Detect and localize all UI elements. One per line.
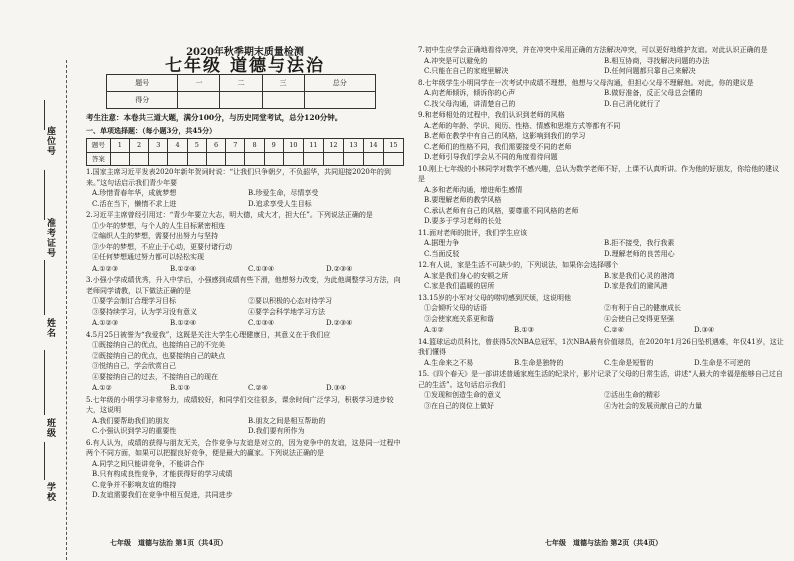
answer-grid-number-cell: 6 xyxy=(206,139,225,153)
answer-grid-answer-cell[interactable] xyxy=(383,152,403,166)
answer-grid-number-cell: 题号 xyxy=(87,139,111,153)
answer-grid-number-cell: 9 xyxy=(264,139,283,153)
question-options xyxy=(86,318,404,329)
question-option[interactable]: C.竞争并不影响友谊的维持 xyxy=(92,480,177,489)
question-option[interactable]: D.任何问题都只靠自己来解决 xyxy=(604,67,696,75)
answer-grid-answer-cell[interactable] xyxy=(343,152,363,166)
answer-grid-answer-cell[interactable] xyxy=(129,152,148,166)
question-options xyxy=(86,188,404,209)
answer-grid-number-cell: 11 xyxy=(303,139,323,153)
question-item xyxy=(418,369,784,411)
question-option[interactable]: C.只能在自己的家庭里解决 xyxy=(424,67,509,75)
question-options xyxy=(418,358,784,369)
question-options xyxy=(86,264,404,275)
question-options xyxy=(418,325,784,336)
question-stem: 4.5月25日被誉为“我爱我”，这既是关注大学生心理健康日，其意义在于我们应 xyxy=(86,330,331,339)
score-table-header-row xyxy=(107,75,376,92)
question-stem: 13.15岁的小军对父母的唠叨感到厌烦，这说明他 xyxy=(418,293,572,302)
subject-title: 七年级 道德与法治 xyxy=(165,55,325,76)
answer-grid-number-cell: 8 xyxy=(245,139,264,153)
school-fill-line[interactable] xyxy=(44,442,45,480)
question-item xyxy=(86,438,404,501)
question-option[interactable]: ①少年的梦想，与个人的人生目标紧密相连 xyxy=(92,221,225,230)
question-option[interactable]: D.家是我们的避风港 xyxy=(604,282,668,290)
question-option[interactable]: A.冲突是可以避免的 xyxy=(424,56,488,65)
question-option[interactable]: C.①③④ xyxy=(248,264,275,273)
question-option[interactable]: ①要学会制订合理学习目标 xyxy=(92,297,176,305)
answer-grid-number-row xyxy=(87,139,404,153)
exam-notice: 考生注意：本卷共三道大题，满分100分，与历史同堂考试，总分120分钟。 xyxy=(86,113,343,122)
score-table xyxy=(106,74,376,109)
answer-grid-number-cell: 10 xyxy=(283,139,303,153)
question-options xyxy=(418,238,784,259)
question-item xyxy=(418,164,784,227)
answer-grid-answer-cell[interactable] xyxy=(226,152,245,166)
question-option[interactable]: C.②④ xyxy=(248,384,268,392)
answer-grid-answer-cell[interactable] xyxy=(168,152,187,166)
score-cell: 总分 xyxy=(304,75,375,92)
question-option[interactable]: D.③④ xyxy=(326,384,347,392)
seat-label: 座位号 xyxy=(45,126,55,156)
answer-grid-answer-cell[interactable] xyxy=(187,152,206,166)
question-option[interactable]: B.要理解老师的教学风格 xyxy=(424,196,502,204)
answer-grid-number-cell: 5 xyxy=(187,139,206,153)
section-1-heading: 一、单项选择题：（每小题3分，共45分） xyxy=(86,125,217,135)
question-item xyxy=(418,45,784,77)
question-options xyxy=(86,340,404,382)
question-item xyxy=(86,395,404,437)
question-option[interactable]: ②编织人生的梦想，需要付出努力与坚持 xyxy=(92,232,218,240)
question-option[interactable]: ①会倾听父母的话语 xyxy=(424,304,487,312)
question-stem: 7.初中生应学会正确地看待冲突，并在冲突中采用正确的方法解决冲突，可以更好地维护友谊。对此认识正确的是 xyxy=(418,46,768,54)
question-option[interactable]: C.活在当下，懒惰不求上进 xyxy=(92,199,177,208)
question-option[interactable]: B.珍爱生命，尽情享受 xyxy=(248,189,319,197)
question-option[interactable]: D.我们要有所作为 xyxy=(248,427,305,435)
question-option[interactable]: A.①② xyxy=(92,384,112,392)
score-cell: 一 xyxy=(178,75,220,92)
right-column xyxy=(418,44,784,411)
question-item xyxy=(418,110,784,163)
question-item xyxy=(86,264,404,275)
question-item xyxy=(86,275,404,317)
name-fill-line[interactable] xyxy=(44,260,45,315)
question-option[interactable]: A.①②③ xyxy=(92,319,119,327)
question-option[interactable]: B.生命是独特的 xyxy=(514,358,564,367)
answer-grid-number-cell: 1 xyxy=(110,139,129,153)
question-option[interactable]: B.做好准备，反正父母总会懂的 xyxy=(604,89,703,97)
answer-grid-number-cell: 7 xyxy=(226,139,245,153)
question-option[interactable]: ③少年的梦想，不应止于心动，更要付诸行动 xyxy=(92,242,232,251)
left-column xyxy=(86,48,404,501)
question-option[interactable]: ③在自己的岗位上做好 xyxy=(424,401,494,410)
answer-grid-answer-cell[interactable] xyxy=(264,152,283,166)
answer-grid-answer-cell[interactable] xyxy=(363,152,383,166)
question-option[interactable]: B.①②④ xyxy=(170,319,197,327)
question-option[interactable]: ①既接纳自己的优点，也接纳自己的不完美 xyxy=(92,341,225,349)
question-option[interactable]: C.找父母沟通，讲清楚自己的 xyxy=(424,99,516,108)
question-option[interactable]: ④会使自己变得更坚强 xyxy=(604,314,674,323)
school-label: 学校 xyxy=(45,482,55,502)
question-stem: 1.国家主席习近平发表2020年新年贺词时说：“让我们只争朝夕，不负韶华，共同迎接2020年的到来。”这句话启示我们青少年要 xyxy=(86,168,391,187)
question-option[interactable]: B.①③ xyxy=(514,326,534,334)
question-option[interactable]: ②活出生命的精彩 xyxy=(604,391,660,399)
question-options xyxy=(86,221,404,263)
score-cell: 三 xyxy=(262,75,304,92)
question-item xyxy=(418,78,784,110)
footer-page-1: 七年级 道德与法治 第1页（共4页） xyxy=(110,538,228,547)
answer-grid-answer-cell[interactable] xyxy=(245,152,264,166)
question-option[interactable]: B.相互协商，寻找解决问题的办法 xyxy=(604,56,710,65)
answer-grid xyxy=(86,138,404,166)
question-stem: 9.和老师相处的过程中，我们认识到老师的风格 xyxy=(418,111,565,119)
question-options xyxy=(418,390,784,411)
answer-grid-answer-cell[interactable] xyxy=(323,152,343,166)
question-option[interactable]: ④要学会科学地学习方法 xyxy=(248,307,325,316)
question-item xyxy=(418,260,784,292)
score-input-cell[interactable] xyxy=(178,92,220,109)
question-options xyxy=(86,383,404,394)
question-item xyxy=(86,383,404,394)
question-options xyxy=(418,121,784,163)
question-options xyxy=(418,303,784,324)
question-option[interactable]: A.老师的年龄、学识、阅历、性格、情感和思维方式等都有不同 xyxy=(424,121,621,130)
answer-grid-answer-cell[interactable] xyxy=(283,152,303,166)
binding-dashed-line xyxy=(66,60,67,560)
question-options xyxy=(418,56,784,77)
answer-grid-number-cell: 12 xyxy=(323,139,343,153)
question-stem: 2.习近平主席曾经引用过：“青少年要立大志，明大德，成大才，担大任”。下列说法正确的是 xyxy=(86,211,373,219)
question-item xyxy=(86,330,404,383)
question-stem: 14.篮球运动员科比，曾获得5次NBA总冠军，1次NBA最有价值球员，在2020年1月26日坠机遇难，年仅41岁，这让我们懂得 xyxy=(418,337,784,356)
right-question-list xyxy=(418,45,784,411)
answer-grid-answer-cell[interactable] xyxy=(149,152,168,166)
question-options xyxy=(86,296,404,317)
score-input-cell[interactable] xyxy=(262,92,304,109)
question-stem: 6.有人认为，成绩的获得与朋友无关，合作竞争与友谊是对立的，因为竞争中的友谊，这是同一过程中两个不同方面，如果可以把握良好竞争，便是最大的赢家。下列说法正确的是 xyxy=(86,438,401,457)
question-option[interactable]: D.自己消化就行了 xyxy=(604,99,661,108)
answer-grid-answer-row xyxy=(87,152,404,166)
question-option[interactable]: C.②④ xyxy=(604,326,624,334)
question-stem: 12.有人说，家是生活不可缺少的，下列说法，如果你会选择哪个 xyxy=(418,261,619,269)
question-option[interactable]: D.②③④ xyxy=(326,264,353,273)
question-option[interactable]: ③要持续学习，认为学习没有意义 xyxy=(92,307,197,316)
question-option[interactable]: C.家是我们温暖的居所 xyxy=(424,282,495,290)
score-cell: 题号 xyxy=(107,75,178,92)
answer-grid-number-cell: 4 xyxy=(168,139,187,153)
question-options xyxy=(86,459,404,501)
question-option[interactable]: A.向老师倾诉，倾诉你的心声 xyxy=(424,89,516,97)
question-option[interactable]: A.珍惜青春年华，成就梦想 xyxy=(92,189,177,197)
answer-grid-answer-cell[interactable] xyxy=(110,152,129,166)
class-label: 班级 xyxy=(45,418,55,438)
question-options xyxy=(418,88,784,109)
question-option[interactable]: ①发现和创造生命的意义 xyxy=(424,391,501,399)
question-option[interactable]: C.承认老师有自己的风格，要尊重不同风格的老师 xyxy=(424,206,579,215)
binding-margin xyxy=(0,30,78,530)
answer-grid-number-cell: 13 xyxy=(343,139,363,153)
name-label: 姓名 xyxy=(45,318,55,338)
question-item xyxy=(86,210,404,263)
question-option[interactable]: A.多和老师沟通，增进师生感情 xyxy=(424,185,523,194)
score-input-cell[interactable] xyxy=(220,92,262,109)
question-option[interactable]: A.生命来之不易 xyxy=(424,358,474,367)
question-option[interactable]: ④要接纳自己的过去，不接纳自己的现在 xyxy=(92,372,218,381)
exam-no-label: 准考证号 xyxy=(45,218,55,258)
question-option[interactable]: B.①②④ xyxy=(170,264,197,273)
question-option[interactable]: B.家是我们心灵的港湾 xyxy=(604,271,675,280)
question-option[interactable]: B.拒不接受，我行我素 xyxy=(604,239,675,247)
question-item xyxy=(86,318,404,329)
question-option[interactable]: A.同学之间只能讲竞争，不能讲合作 xyxy=(92,459,205,468)
question-option[interactable]: D.友谊需要我们在竞争中相互促进，共同进步 xyxy=(92,491,233,499)
answer-grid-answer-cell[interactable] xyxy=(303,152,323,166)
question-option[interactable]: ④任何梦想通过努力都可以轻松实现 xyxy=(92,253,204,261)
question-option[interactable]: B.只有构成良性竞争，才能获得好的学习成绩 xyxy=(92,470,233,478)
question-option[interactable]: D.生命是不可逆的 xyxy=(694,358,751,367)
question-item xyxy=(418,325,784,336)
question-item xyxy=(86,167,404,209)
question-stem: 8.七年级学生小明同学在一次考试中成绩不理想，他想与父母沟通，但担心父母不理解他。对此，你的建议是 xyxy=(418,78,754,87)
question-options xyxy=(418,271,784,292)
question-option[interactable]: ④为社会的发展贡献自己的力量 xyxy=(604,401,702,410)
question-option[interactable]: A.我们要帮助我们的朋友 xyxy=(92,416,170,425)
question-option[interactable]: D.理解老师的良苦用心 xyxy=(604,249,675,258)
question-stem: 10.刚上七年级的小林同学对数学不感兴趣，总认为数学老师不好，上课不认真听讲。作为他的好朋友，你给他的建议是 xyxy=(418,164,780,183)
question-option[interactable]: D.③④ xyxy=(694,326,715,334)
question-option[interactable]: D.要多于学习老师的长处 xyxy=(424,217,502,225)
score-cell: 得分 xyxy=(107,92,178,109)
question-option[interactable]: C.老师们的性格不同，我们需要接受不同的老师 xyxy=(424,142,572,151)
score-table-score-row xyxy=(107,92,376,109)
question-option[interactable]: B.老师在教学中有自己的风格，这影响到我们的学习 xyxy=(424,132,586,140)
question-options xyxy=(86,416,404,437)
question-option[interactable]: ③会使家庭关系更和谐 xyxy=(424,314,494,323)
question-option[interactable]: C.生命是短暂的 xyxy=(604,358,654,367)
question-option[interactable]: D.追求享受人生目标 xyxy=(248,199,312,208)
footer-page-2: 七年级 道德与法治 第2页（共4页） xyxy=(545,538,663,547)
answer-grid-number-cell: 2 xyxy=(129,139,148,153)
question-options xyxy=(418,185,784,227)
question-option[interactable]: B.①③ xyxy=(170,384,190,392)
question-option[interactable]: ②既接纳自己的优点，也要接纳自己的缺点 xyxy=(92,351,225,360)
answer-grid-label-cell: 答案 xyxy=(87,152,111,166)
question-item xyxy=(418,293,784,325)
score-cell: 二 xyxy=(220,75,262,92)
answer-grid-number-cell: 15 xyxy=(383,139,403,153)
left-question-list xyxy=(86,167,404,501)
score-input-cell[interactable] xyxy=(304,92,375,109)
question-option[interactable]: ②有利于自己的健康成长 xyxy=(604,304,681,312)
question-option[interactable]: ②要以积极的心态对待学习 xyxy=(248,297,332,305)
question-option[interactable]: ③悦纳自己，学会欣赏自己 xyxy=(92,362,176,370)
question-option[interactable]: D.老师引导我们学会从不同的角度看待问题 xyxy=(424,153,558,161)
question-option[interactable]: A.家是我们身心的安顿之所 xyxy=(424,271,509,280)
question-option[interactable]: A.据理力争 xyxy=(424,239,460,247)
question-stem: 5.七年级的小明学习非常努力，成绩较好，和同学们交往很多，课余时间广泛学习，积极学习进步较大，这说明 xyxy=(86,395,394,414)
question-item xyxy=(418,337,784,369)
question-option[interactable]: C.①③④ xyxy=(248,319,275,327)
answer-grid-number-cell: 14 xyxy=(363,139,383,153)
question-option[interactable]: B.朋友之间是相互帮助的 xyxy=(248,416,326,425)
question-stem: 15.《四个春天》是一部讲述普通家庭生活的纪录片，影片记录了父母的日常生活，讲述“人最大的幸福是能够自己过自己的生活”。这句话启示我们 xyxy=(418,370,783,389)
question-option[interactable]: A.①② xyxy=(424,326,444,334)
question-stem: 3.小强小学成绩优秀，升入中学后，小强感到成绩有些下滑，他想努力改变，为此他调整学习方法，向老师同学请教，以下做法正确的是 xyxy=(86,276,401,295)
question-option[interactable]: D.②③④ xyxy=(326,319,353,327)
question-option[interactable]: A.①②③ xyxy=(92,264,119,273)
question-stem: 11.面对老师的批评，我们学生应该 xyxy=(418,228,528,237)
question-option[interactable]: C.小强认识到学习的重要性 xyxy=(92,427,177,435)
question-item xyxy=(418,228,784,260)
answer-grid-answer-cell[interactable] xyxy=(206,152,225,166)
exam-title: 2020年秋季期末质量检测 xyxy=(186,47,304,58)
class-fill-line[interactable] xyxy=(44,350,45,415)
seat-fill-line[interactable] xyxy=(44,100,45,130)
question-option[interactable]: C.当面反驳 xyxy=(424,249,460,258)
answer-grid-number-cell: 3 xyxy=(149,139,168,153)
exam-no-fill-line[interactable] xyxy=(44,170,45,220)
